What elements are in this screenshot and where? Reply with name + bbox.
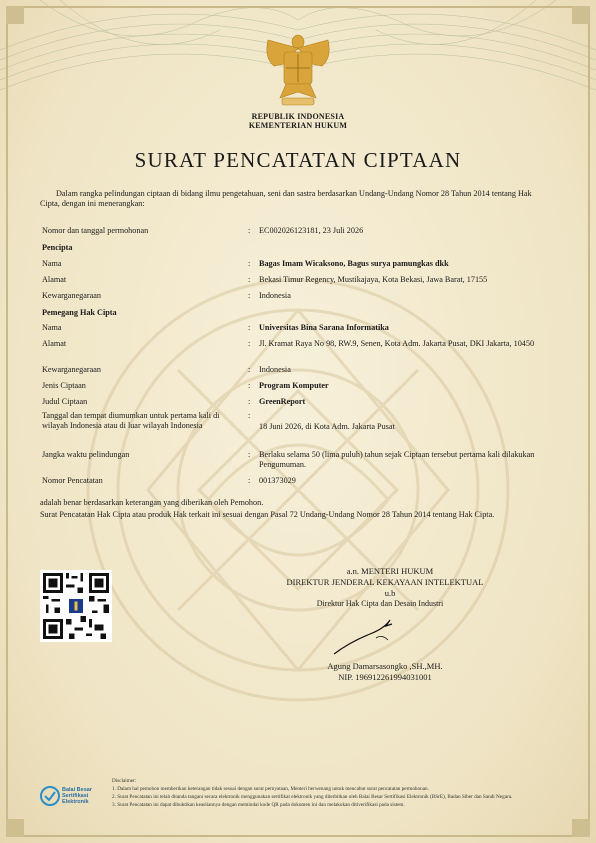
- certificate-page: REPUBLIK INDONESIA KEMENTERIAN HUKUM SURAT PENCATATAN CIPTAAN Dalam rangka pelindungan ciptaan di bidang ilmu pengetahuan, seni dan sastra berdasarkan Undang-Undang Nomor 28 Tahun 2014 tentang Hak Cipta, dengan ini menerangkan: Nomor dan tanggal permohonan : EC002026123181, 23 Juli 2026 Pencipta Nama : Bagas Imam Wicaksono, Bagus surya pamungkas dkk Alamat : Bekasi Timur Regency, Mustikajaya, Kota Bekasi, Jawa Barat, 17155 Kewarganegaraan : Indonesia Pemegang Hak Cipta Nama : Universitas Bina Sarana Informatika Alamat : Jl. Kramat Raya No 98, RW.9, Senen, Kota Adm. Jakarta Pusat, DKI Jakarta, 10450 Kewarganegaraan : Indonesia Jenis Ciptaan : Program Komputer Judul Ciptaan : GreenReport Tanggal dan tempat diumumkan untuk pertama kali di wilayah Indonesia atau di luar wilayah Indonesia : 18 Juni 2026, di Kota Adm. Jakarta Pusat Jangka waktu pelindungan : Berlaku selama 50 (lima puluh) tahun sejak Ciptaan tersebut pertama kali dilakukan Pengumuman. Nomor Pencatatan : 001373029 adalah benar berdasarkan keterangan yang diberikan oleh Pemohon. Surat Pencatatan Hak Cipta atau produk Hak terkait ini sesuai dengan Pasal 72 Undang-Undang Nomor 28 Tahun 2014 tentang Hak Cipta. a.n. MENTERI HUKUM DIREKTUR JENDERAL KEKAYAAN INTELEKTUAL u.b Direktur Hak Cipta dan Desain Industri Agung Damarsasongko ,SH.,MH. NIP. 196912261994031001 Balai Besar Sertifikasi Elektronik Disclaimer: 1. Dalam hal pemohon memberikan keterangan tidak sesuai dengan surat pernyataan, Menteri berwenang untuk mencabut surat pencatatan permohonan. 2. Surat Pencatatan ini telah ditanda tangani secara elektronik menggunakan sertifikat elektronik yang diterbitkan oleh Balai Besar Sertifikasi Elektronik (BSrE), Badan Siber dan Sandi Negara. 3. Surat Pencatatan ini dapat dibuktikan keasliannya dengan memindai kode QR pada dokumen ini dan melakukan ditiverifikasi pada sistem.: [0, 0, 596, 843]
- work-period-label: Jangka waktu pelindungan: [42, 450, 130, 459]
- creator-address-value: Bekasi Timur Regency, Mustikajaya, Kota Bekasi, Jawa Barat, 17155: [259, 275, 488, 284]
- holder-name-label: Nama: [42, 323, 62, 332]
- signature-line-2: DIREKTUR JENDERAL KEKAYAAN INTELEKTUAL: [286, 577, 484, 587]
- signature-line-4: Direktur Hak Cipta dan Desain Industri: [316, 599, 444, 608]
- creator-name-label: Nama: [42, 259, 62, 268]
- holder-address-value: Jl. Kramat Raya No 98, RW.9, Senen, Kota Adm. Jakarta Pusat, DKI Jakarta, 10450: [259, 339, 535, 348]
- holder-name-value: Universitas Bina Sarana Informatika: [259, 323, 389, 332]
- application-label: Nomor dan tanggal permohonan: [42, 226, 149, 235]
- work-published-label: Tanggal dan tempat diumumkan untuk pertama kali di wilayah Indonesia atau di luar wilayah Indonesia: [42, 411, 220, 430]
- work-period-value: Berlaku selama 50 (lima puluh) tahun sejak Ciptaan tersebut pertama kali dilakukan Pengumuman.: [259, 450, 535, 469]
- record-number-value: 001373029: [259, 476, 296, 485]
- application-value: EC002026123181, 23 Juli 2026: [259, 226, 364, 235]
- holder-nationality-value: Indonesia: [259, 365, 291, 374]
- work-published-value: 18 Juni 2026, di Kota Adm. Jakarta Pusat: [259, 422, 395, 431]
- work-type-label: Jenis Ciptaan: [42, 381, 86, 390]
- work-title-label: Judul Ciptaan: [42, 397, 88, 406]
- holder-nationality-label: Kewarganegaraan: [42, 365, 101, 374]
- signature-line-1: a.n. MENTERI HUKUM: [346, 566, 434, 576]
- holder-address-label: Alamat: [42, 339, 67, 348]
- corner-ornament: [6, 6, 24, 24]
- verification-qr-code[interactable]: [40, 570, 112, 642]
- document-title: SURAT PENCATATAN CIPTAAN: [134, 148, 462, 172]
- country-heading: REPUBLIK INDONESIA: [251, 112, 345, 121]
- corner-ornament: [572, 819, 590, 837]
- handwritten-signature: [330, 612, 400, 660]
- holder-heading: Pemegang Hak Cipta: [42, 308, 117, 317]
- work-title-value: GreenReport: [259, 397, 306, 406]
- bsre-logo-text: Balai Besar Sertifikasi Elektronik: [62, 787, 92, 805]
- disclaimer-title: Disclaimer:: [112, 778, 137, 784]
- signature-line-3: u.b: [384, 588, 396, 598]
- bsre-logo: [40, 784, 110, 808]
- disclaimer-item-1: 1. Dalam hal pemohon memberikan keterangan tidak sesuai dengan surat pernyataan, Menteri berwenang untuk mencabut surat pencatatan permohonan.: [112, 786, 429, 792]
- bsre-logo-icon: [40, 786, 60, 806]
- intro-paragraph: Dalam rangka pelindungan ciptaan di bidang ilmu pengetahuan, seni dan sastra berdasarkan Undang-Undang Nomor 28 Tahun 2014 tentang Hak Cipta, dengan ini menerangkan:: [40, 189, 532, 208]
- garuda-emblem-icon: [260, 28, 336, 110]
- signatory-name: Agung Damarsasongko ,SH.,MH.: [327, 661, 443, 671]
- closing-legal-note: Surat Pencatatan Hak Cipta atau produk Hak terkait ini sesuai dengan Pasal 72 Undang-Undang Nomor 28 Tahun 2014 tentang Hak Cipta.: [40, 510, 495, 519]
- disclaimer-item-2: 2. Surat Pencatatan ini telah ditanda tangani secara elektronik menggunakan sertifikat elektronik yang diterbitkan oleh Balai Besar Sertifikasi Elektronik (BSrE), Badan Siber dan Sandi Negara.: [112, 794, 513, 800]
- corner-ornament: [6, 819, 24, 837]
- creator-name-value: Bagas Imam Wicaksono, Bagus surya pamungkas dkk: [259, 259, 449, 268]
- creator-address-label: Alamat: [42, 275, 67, 284]
- watermark-ornament: [78, 270, 518, 710]
- disclaimer-item-3: 3. Surat Pencatatan ini dapat dibuktikan keasliannya dengan memindai kode QR pada dokumen ini dan melakukan ditiverifikasi pada sistem.: [112, 802, 405, 808]
- signatory-nip: NIP. 196912261994031001: [338, 672, 432, 682]
- ministry-heading: KEMENTERIAN HUKUM: [248, 121, 348, 130]
- creator-heading: Pencipta: [42, 243, 73, 252]
- record-number-label: Nomor Pencatatan: [42, 476, 103, 485]
- work-type-value: Program Komputer: [259, 381, 329, 390]
- creator-nationality-label: Kewarganegaraan: [42, 291, 101, 300]
- creator-nationality-value: Indonesia: [259, 291, 291, 300]
- closing-statement: adalah benar berdasarkan keterangan yang diberikan oleh Pemohon.: [40, 498, 264, 507]
- corner-ornament: [572, 6, 590, 24]
